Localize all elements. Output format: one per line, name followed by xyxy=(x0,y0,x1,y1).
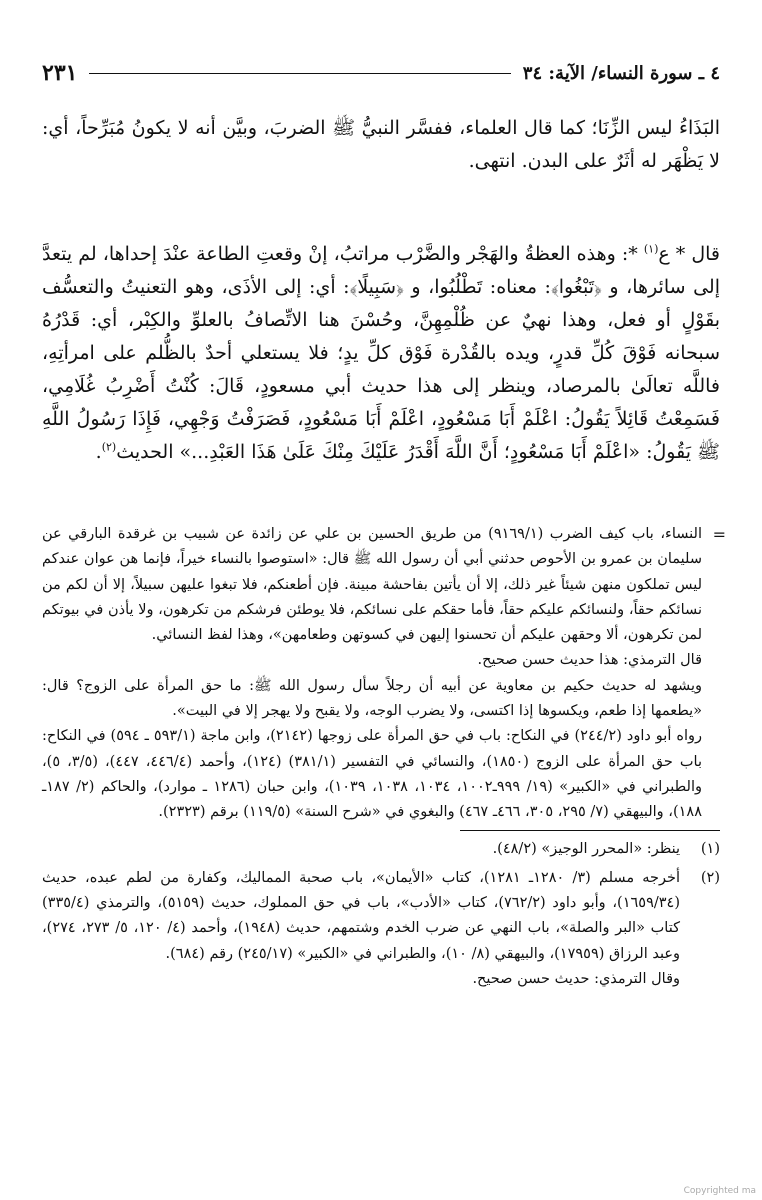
footnote-line: أخرجه مسلم (٣/ ١٢٨٠ـ ١٢٨١)، كتاب «الأيمان»، باب صحبة المماليك، وكفارة من لطم عبده، حديث (١٦٥٩/٣٤)، وأبو داود (٧٦٢/٢)، كتاب «الأدب»، باب في حق المملوك، حديث (٥١٥٩)، والترمذي (٣٣٥/٤) كتاب «البر والصلة»، باب النهي عن ضرب الخدم وشتمهم، حديث (١٩٤٨)، وأحمد (٤/ ١٢٠، ٥/ ٢٧٣، ٢٧٤)، وعبد الرزاق (١٧٩٥٩)، والبيهقي (٨/ ١٠)، والطبراني في «الكبير» (٢٤٥/١٧) رقم (٦٨٤). xyxy=(42,869,681,962)
para2-end: . xyxy=(95,441,102,463)
para2-body: *: وهذه العظةُ والهَجْر والضَّرْب مراتبُ، إنْ وقعتِ الطاعة عنْدَ إحداها، لم يتعدَّ إلى سائرها، و ﴿تَبْغُوا﴾: معناه: تَطْلُبُوا، و ﴿سَبِيلًا﴾: أي: إلى الأذَى، وهو التعنيتُ والتعسُّف بقَوْلٍ أو فعل، وهذا نهيٌ عن ظُلْمِهِنَّ، وحُسْنَ هنا الاتِّصافُ بالعلوِّ والكِبْر، أي: قَدْرُهُ سبحانه فَوْقَ كُلِّ قدرٍ، ويده بالقُدْرة فَوْق كلِّ يدٍ؛ فلا يستعلي أحدٌ بالظُّلم على امرأتِهِ، فاللَّه تعالَىٰ بالمرصاد، وينظر إلى هذا حديث أبي مسعودٍ، قَالَ: كُنْتُ أَضْرِبُ غُلَامِي، فَسَمِعْتُ قَائِلاً يَقُولُ: اعْلَمْ أَبَا مَسْعُودٍ، اعْلَمْ أَبَا مَسْعُودٍ، فَصَرَفْتُ وَجْهِي، فَإِذَا رَسُولُ اللَّهِ ﷺ يَقُولُ: «اعْلَمْ أَبَا مَسْعُودٍ؛ أَنَّ اللَّهَ أَقْدَرُ عَلَيْكَ مِنْكَ عَلَىٰ هَذَا العَبْدِ...» الحديث xyxy=(42,243,720,463)
footnotes-area xyxy=(42,522,726,996)
main-text xyxy=(42,112,720,469)
footnote-number: (١) xyxy=(700,840,720,857)
running-header xyxy=(42,58,720,88)
header-rule xyxy=(89,73,510,74)
footnote-ref-1: (١) xyxy=(643,242,659,256)
continued-footnote-line: قال الترمذي: هذا حديث حسن صحيح. xyxy=(477,652,702,669)
footnote-body xyxy=(42,866,680,992)
paragraph-1: البَذَاءُ ليس الزِّنَا؛ كما قال العلماء، ففسَّر النبيُّ ﷺ الضربَ، وبيَّن أنه لا يكونُ مُبَرِّحاً، أي: لا يَظْهَر له أثَرٌ على البدن. انتهى. xyxy=(42,117,720,172)
continued-footnote-line: رواه أبو داود (٢٤٤/٢) في النكاح: باب في حق المرأة على زوجها (٢١٤٢)، وابن ماجة (٥٩٣/١ ـ ٥٩٤) في النكاح: باب حق المرأة على الزوج (١٨٥٠)، والنسائي في التفسير (٣٨١/١) (١٢٤)، وأحمد (٤٤٦/٤، ٤٤٧)، (٣/٥، ٥)، والطبراني في «الكبير» (١٩/ ٩٩٩ـ١٠٠٢، ١٠٣٤، ١٠٣٨، ١٠٣٩)، وابن حبان (١٢٨٦ ـ موارد)، والحاكم (٢/ ١٨٧ـ ١٨٨)، والبيهقي (٧/ ٢٩٥، ٣٠٥، ٤٦٦ـ ٤٦٧) والبغوي في «شرح السنة» (١١٩/٥) برقم (٢٣٢٣). xyxy=(42,728,703,821)
footnote-body xyxy=(42,837,680,862)
continuation-marker: = xyxy=(712,525,726,544)
para2-lead: قال * ع xyxy=(658,243,720,265)
continued-footnote-line: النساء، باب كيف الضرب (٩١٦٩/١) من طريق الحسين بن علي عن زائدة عن شبيب بن غرقدة البارقي عن سليمان بن عمرو بن الأحوص حدثني أبي أن رسول الله ﷺ قال: «استوصوا بالنساء خيراً، فإنما هن عوان عندكم ليس تملكون منهن شيئاً غير ذلك، إلا أن يأتين بفاحشة مبينة. فإن أطعنكم، فلا تبغوا عليهن سبيلاً، إلا أن لكم من نسائكم حقاً، ولنسائكم عليكم حقاً، فأما حقكم على نسائكم، فلا يوطئن فرشكم من تكرهون، ولا يأذن في بيوتكم لمن تكرهون، ألا وحقهن عليكم أن تحسنوا إليهن في كسوتهن وطعامهن»، وهذا لفظ النسائي. xyxy=(42,526,702,644)
continued-footnote-line: ويشهد له حديث حكيم بن معاوية عن أبيه أن رجلاً سأل رسول الله ﷺ: ما حق المرأة على الزوج؟ قال: «يطعمها إذا طعم، ويكسوها إذا اكتسى، ولا يضرب الوجه، ولا يقبح ولا يهجر إلا في البيت». xyxy=(42,677,702,720)
footnote-line: وقال الترمذي: حديث حسن صحيح. xyxy=(472,971,680,988)
footnote-2 xyxy=(42,866,720,992)
surah-verse-title: ٤ ـ سورة النساء/ الآية: ٣٤ xyxy=(522,62,720,84)
footnote-1 xyxy=(42,837,720,862)
footnote-rule xyxy=(460,830,720,831)
footnote-line: ينظر: «المحرر الوجيز» (٤٨/٢). xyxy=(492,840,680,857)
footnote-number: (٢) xyxy=(700,869,720,886)
footnote-ref-2: (٢) xyxy=(101,440,117,454)
paragraph-2 xyxy=(42,238,720,469)
copyright-watermark: Copyrighted ma xyxy=(683,1186,756,1196)
continued-footnote xyxy=(42,522,726,826)
page-number: ٢٣١ xyxy=(42,60,78,86)
